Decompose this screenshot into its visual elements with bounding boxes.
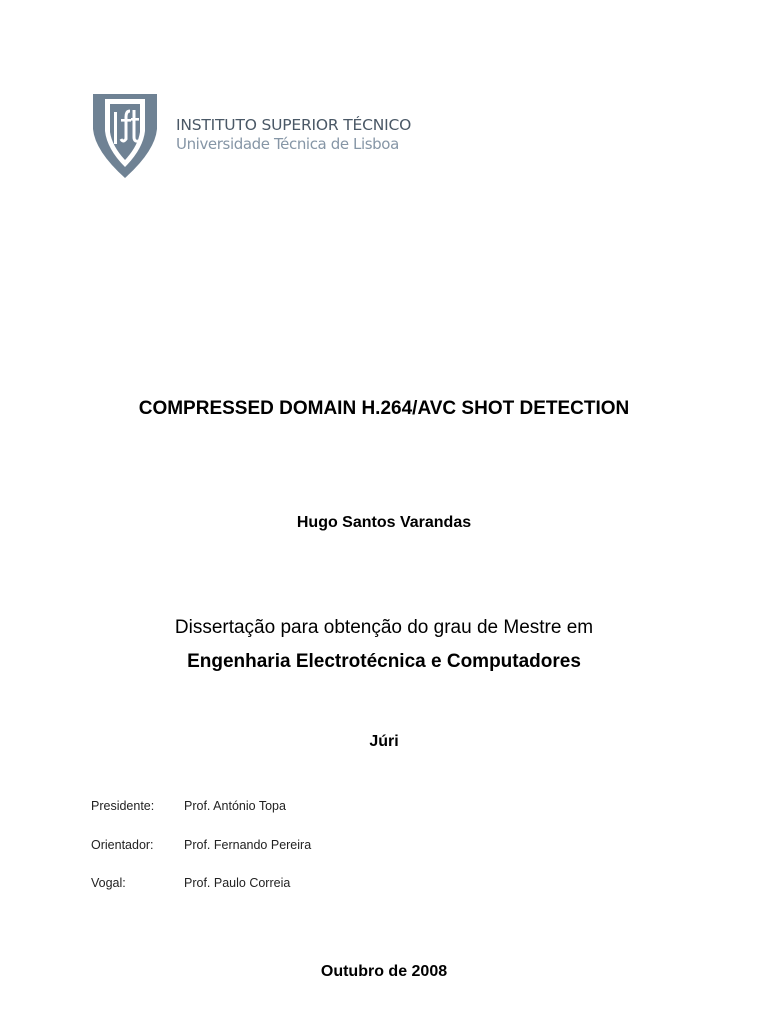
- jury-role: Orientador:: [91, 837, 154, 852]
- jury-member-name: Prof. Paulo Correia: [184, 876, 291, 890]
- jury-row-vogal: [91, 874, 491, 913]
- jury-member-name: Prof. António Topa: [184, 799, 286, 813]
- jury-role: Vogal:: [91, 876, 126, 890]
- author-name: Hugo Santos Varandas: [296, 514, 472, 531]
- institution-header: [92, 93, 432, 181]
- university-name: Universidade Técnica de Lisboa: [176, 135, 399, 153]
- jury-member-name: Prof. Fernando Pereira: [184, 837, 312, 852]
- institution-name: INSTITUTO SUPERIOR TÉCNICO: [176, 116, 412, 134]
- degree-statement: Dissertação para obtenção do grau de Mestre em: [174, 617, 594, 638]
- jury-row-orientador: [91, 836, 491, 875]
- ist-crest-logo: [92, 93, 158, 179]
- jury-row-presidente: [91, 797, 491, 836]
- jury-heading: Júri: [369, 733, 399, 750]
- jury-role: Presidente:: [91, 799, 155, 813]
- submission-date: Outubro de 2008: [320, 963, 448, 980]
- jury-list: [91, 797, 491, 913]
- thesis-title: COMPRESSED DOMAIN H.264/AVC SHOT DETECTION: [138, 398, 630, 419]
- degree-program: Engenharia Electrotécnica e Computadores: [187, 651, 581, 672]
